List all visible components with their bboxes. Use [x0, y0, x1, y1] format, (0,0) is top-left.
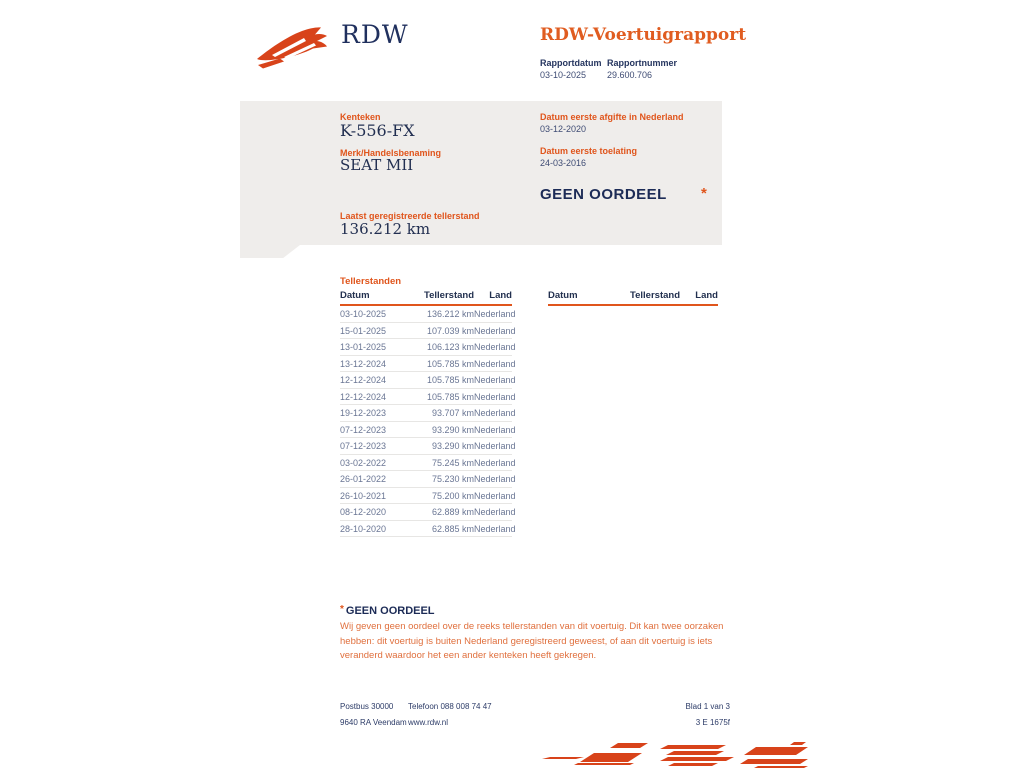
footer-form-code: 3 E 1675f: [695, 718, 730, 727]
table-cell: 105.785 km: [412, 372, 474, 389]
table-cell: Nederland: [474, 388, 512, 405]
eerste-afgifte-value: 03-12-2020: [540, 124, 587, 134]
table-row: [340, 471, 512, 488]
table-cell: 75.200 km: [412, 487, 474, 504]
footer-website-link[interactable]: www.rdw.nl: [408, 718, 449, 727]
table-row: [340, 305, 512, 322]
report-date-value: 03-10-2025: [540, 70, 587, 80]
footer-contact: [408, 699, 492, 731]
table-cell: Nederland: [474, 438, 512, 455]
table-cell: 93.290 km: [412, 438, 474, 455]
table-row: [340, 487, 512, 504]
kenteken-label: Kenteken: [340, 112, 381, 122]
table-cell: 12-12-2024: [340, 388, 412, 405]
tellerstand-value: 136.212 km: [340, 220, 431, 238]
table-cell: 15-01-2025: [340, 322, 412, 339]
rdw-logo-text: RDW: [341, 20, 409, 49]
footer-city: 9640 RA Veendam: [340, 718, 407, 727]
column-header-tellerstand: Tellerstand: [618, 289, 680, 305]
table-cell: 03-10-2025: [340, 305, 412, 322]
table-cell: 106.123 km: [412, 339, 474, 356]
table-cell: Nederland: [474, 504, 512, 521]
table-cell: 28-10-2020: [340, 520, 412, 537]
table-cell: Nederland: [474, 487, 512, 504]
table-cell: 03-02-2022: [340, 454, 412, 471]
oordeel-asterisk: *: [701, 185, 707, 202]
odometer-table-right: [548, 289, 718, 306]
footnote-title: GEEN OORDEEL: [345, 605, 435, 617]
table-header-row: [548, 289, 718, 305]
meter-table-body: [340, 305, 516, 537]
report-date-label: Rapportdatum: [540, 58, 602, 68]
table-cell: 13-01-2025: [340, 339, 412, 356]
table-cell: 105.785 km: [412, 355, 474, 372]
table-row: [340, 372, 512, 389]
vehicle-summary-panel-tail: [240, 245, 300, 258]
table-row: [340, 355, 512, 372]
table-cell: 75.245 km: [412, 454, 474, 471]
table-cell: 12-12-2024: [340, 372, 412, 389]
table-row: [340, 520, 512, 537]
merk-label: Merk/Handelsbenaming: [340, 148, 442, 158]
eerste-toelating-label: Datum eerste toelating: [540, 146, 638, 156]
odometer-table-left: [340, 289, 516, 537]
table-row: [340, 438, 512, 455]
oordeel-status: GEEN OORDEEL: [540, 186, 667, 203]
table-cell: 75.230 km: [412, 471, 474, 488]
table-row: [340, 421, 512, 438]
table-row: [340, 322, 512, 339]
column-header-land: Land: [474, 289, 512, 305]
footer-phone: Telefoon 088 008 74 47: [408, 702, 492, 711]
tellerstand-label: Laatst geregistreerde tellerstand: [340, 211, 480, 221]
table-cell: Nederland: [474, 322, 512, 339]
table-cell: 62.885 km: [412, 520, 474, 537]
footer-page-number: Blad 1 van 3: [685, 702, 730, 711]
table-cell: Nederland: [474, 372, 512, 389]
table-header-row: [340, 289, 512, 305]
table-row: [340, 405, 512, 422]
table-row: [340, 454, 512, 471]
footer-stripes-graphic: [540, 737, 808, 768]
eerste-toelating-value: 24-03-2016: [540, 158, 587, 168]
kenteken-value: K-556-FX: [340, 121, 415, 140]
report-title: RDW-Voertuigrapport: [540, 25, 747, 45]
table-cell: Nederland: [474, 405, 512, 422]
column-header-datum: Datum: [340, 289, 412, 305]
table-row: [340, 388, 512, 405]
table-cell: Nederland: [474, 454, 512, 471]
table-cell: 93.707 km: [412, 405, 474, 422]
table-cell: 105.785 km: [412, 388, 474, 405]
footer-pagination: [630, 699, 730, 731]
table-cell: Nederland: [474, 520, 512, 537]
column-header-datum: Datum: [548, 289, 618, 305]
table-cell: Nederland: [474, 421, 512, 438]
table-cell: Nederland: [474, 305, 512, 322]
footer-address: [340, 699, 407, 731]
table-cell: 07-12-2023: [340, 438, 412, 455]
table-cell: Nederland: [474, 471, 512, 488]
footnote-asterisk: *: [340, 604, 344, 615]
table-cell: 26-01-2022: [340, 471, 412, 488]
table-cell: 62.889 km: [412, 504, 474, 521]
report-number-label: Rapportnummer: [607, 58, 678, 68]
table-cell: 08-12-2020: [340, 504, 412, 521]
table-row: [340, 504, 512, 521]
table-cell: 07-12-2023: [340, 421, 412, 438]
table-cell: Nederland: [474, 355, 512, 372]
table-cell: 13-12-2024: [340, 355, 412, 372]
column-header-tellerstand: Tellerstand: [412, 289, 474, 305]
vehicle-summary-panel: [240, 101, 722, 245]
column-header-land: Land: [680, 289, 718, 305]
merk-value: SEAT MII: [340, 156, 414, 174]
table-cell: 26-10-2021: [340, 487, 412, 504]
table-cell: Nederland: [474, 339, 512, 356]
table-row: [340, 339, 512, 356]
table-cell: 93.290 km: [412, 421, 474, 438]
table-cell: 136.212 km: [412, 305, 474, 322]
tellerstanden-section-title: Tellerstanden: [340, 276, 402, 287]
footer-postbus: Postbus 30000: [340, 702, 394, 711]
table-cell: 19-12-2023: [340, 405, 412, 422]
rdw-wing-logo-icon: [256, 24, 334, 70]
footnote-heading: [340, 604, 435, 617]
footnote-text: Wij geven geen oordeel over de reeks tellerstanden van dit voertuig. Dit kan twee oorzaken hebben: dit voertuig is buiten Nederland geregistreerd geweest, of aan dit voertuig is iets veranderd waardoor het een ander kenteken heeft gekregen.: [340, 621, 724, 661]
report-number-value: 29.600.706: [607, 70, 653, 80]
eerste-afgifte-label: Datum eerste afgifte in Nederland: [540, 112, 684, 122]
table-cell: 107.039 km: [412, 322, 474, 339]
